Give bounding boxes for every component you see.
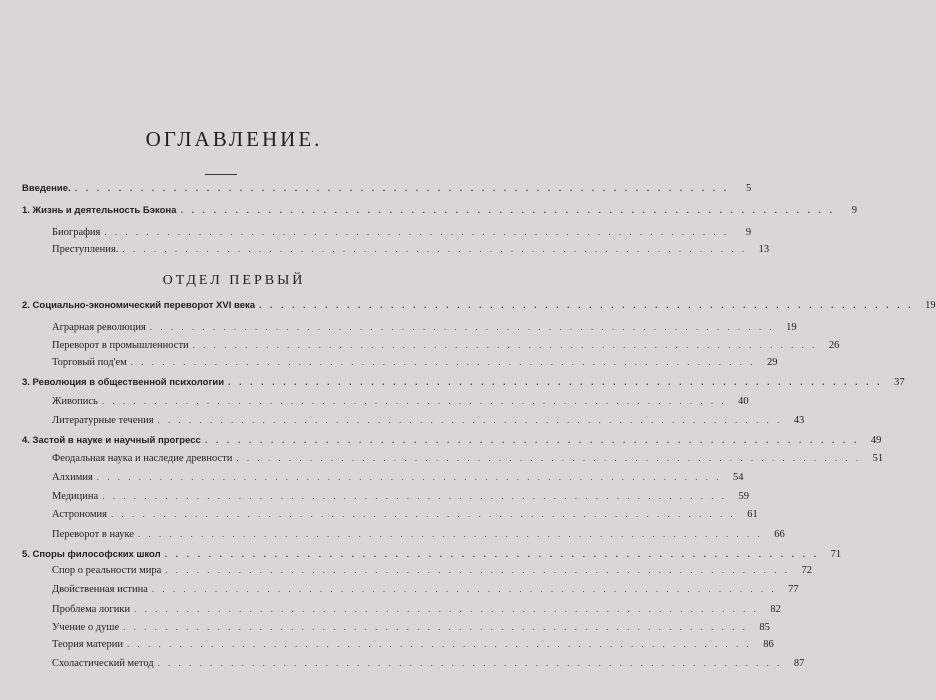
toc-section-row	[52, 453, 884, 469]
dot-leader: . . . . . . . . . . . . . . . . . . . . . . . . . . . . . . . . . . . . . . . . . . . . . . . . . . . . . . . . . . . .	[96, 472, 722, 482]
toc-page-number: 40	[738, 396, 749, 407]
toc-entry-label: Живопись	[52, 396, 98, 407]
toc-page-number: 43	[793, 415, 805, 426]
toc-entry-label: Феодальная наука и наследие древности	[52, 453, 233, 464]
toc-chapter-row	[22, 183, 752, 199]
dot-leader: . . . . . . . . . . . . . . . . . . . . . . . . . . . . . . . . . . . . . . . . . . . . . . . . . . . . . . . . . . . .	[137, 529, 763, 539]
dot-leader: . . . . . . . . . . . . . . . . . . . . . . . . . . . . . . . . . . . . . . . . . . . . . . . . . . . . . . . . . . . .	[228, 377, 883, 387]
dot-leader: . . . . . . . . . . . . . . . . . . . . . . . . . . . . . . . . . . . . . . . . . . . . . . . . . . . . . . . . . . . .	[104, 227, 730, 237]
dot-leader: . . . . . . . . . . . . . . . . . . . . . . . . . . . . . . . . . . . . . . . . . . . . . . . . . . . . . . . . . . . .	[157, 415, 783, 425]
toc-entry-label: Переворот в науке	[52, 529, 134, 540]
toc-entry-label: Преступления.	[52, 244, 119, 255]
toc-entry-label: Переворот в промышленности	[52, 340, 189, 351]
dot-leader: . . . . . . . . . . . . . . . . . . . . . . . . . . . . . . . . . . . . . . . . . . . . . . . . . . . . . . . . . . . .	[192, 340, 818, 350]
toc-section-row	[52, 622, 770, 638]
toc-section-row	[52, 472, 744, 488]
toc-page-number: 61	[747, 509, 758, 520]
toc-entry-label: 1. Жизнь и деятельность Бэкона	[22, 205, 177, 216]
toc-page-number: 9	[745, 227, 752, 238]
toc-page-number: 66	[774, 529, 785, 540]
toc-chapter-row	[22, 435, 882, 451]
toc-entry-label: Алхимия	[52, 472, 93, 483]
toc-page-number: 49	[870, 435, 882, 446]
toc-page-number: 72	[801, 565, 812, 576]
toc-entry-label: Спор о реальности мира	[52, 565, 162, 576]
toc-section-row	[52, 357, 778, 373]
toc-section-row	[52, 529, 785, 545]
dot-leader: . . . . . . . . . . . . . . . . . . . . . . . . . . . . . . . . . . . . . . . . . . . . . . . . . . . . . . . . . . . .	[122, 244, 748, 254]
dot-leader: . . . . . . . . . . . . . . . . . . . . . . . . . . . . . . . . . . . . . . . . . . . . . . . . . . . . . . . . . . . .	[74, 183, 730, 193]
toc-chapter-row	[22, 377, 905, 393]
dot-leader: . . . . . . . . . . . . . . . . . . . . . . . . . . . . . . . . . . . . . . . . . . . . . . . . . . . . . . . . . . . .	[101, 396, 727, 406]
dot-leader: . . . . . . . . . . . . . . . . . . . . . . . . . . . . . . . . . . . . . . . . . . . . . . . . . . . . . . . . . . . .	[151, 584, 777, 594]
dot-leader: . . . . . . . . . . . . . . . . . . . . . . . . . . . . . . . . . . . . . . . . . . . . . . . . . . . . . . . . . . . .	[236, 453, 862, 463]
toc-section-row	[52, 491, 749, 507]
dot-leader: . . . . . . . . . . . . . . . . . . . . . . . . . . . . . . . . . . . . . . . . . . . . . . . . . . . . . . . . . . . .	[126, 639, 752, 649]
dot-leader: . . . . . . . . . . . . . . . . . . . . . . . . . . . . . . . . . . . . . . . . . . . . . . . . . . . . . . . . . . . .	[123, 622, 748, 632]
section-title: ОТДЕЛ ПЕРВЫЙ	[162, 273, 306, 288]
toc-entry-label: Двойственная истина	[52, 584, 148, 595]
toc-page-number: 71	[830, 549, 842, 560]
toc-section-row	[52, 244, 770, 260]
dot-leader: . . . . . . . . . . . . . . . . . . . . . . . . . . . . . . . . . . . . . . . . . . . . . . . . . . . . . . . . . . . .	[259, 300, 914, 310]
dot-leader: . . . . . . . . . . . . . . . . . . . . . . . . . . . . . . . . . . . . . . . . . . . . . . . . . . . . . . . . . . . .	[204, 435, 860, 445]
dot-leader: . . . . . . . . . . . . . . . . . . . . . . . . . . . . . . . . . . . . . . . . . . . . . . . . . . . . . . . . . . . .	[164, 549, 820, 559]
dot-leader: . . . . . . . . . . . . . . . . . . . . . . . . . . . . . . . . . . . . . . . . . . . . . . . . . . . . . . . . . . . .	[102, 491, 727, 501]
toc-section-row	[52, 227, 752, 243]
toc-section-row	[52, 509, 758, 525]
toc-entry-label: 4. Застой в науке и научный прогресс	[22, 435, 201, 446]
dot-leader: . . . . . . . . . . . . . . . . . . . . . . . . . . . . . . . . . . . . . . . . . . . . . . . . . . . . . . . . . . . .	[110, 509, 736, 519]
dot-leader: . . . . . . . . . . . . . . . . . . . . . . . . . . . . . . . . . . . . . . . . . . . . . . . . . . . . . . . . . . . .	[130, 357, 756, 367]
toc-entry-label: Медицина	[52, 491, 99, 502]
toc-chapter-row	[22, 205, 857, 221]
toc-page-number: 82	[770, 604, 781, 615]
toc-entry-label: Биография	[52, 227, 101, 238]
toc-page-number: 86	[763, 639, 774, 650]
toc-page-number: 87	[793, 658, 805, 669]
toc-entry-label: Литературные течения	[52, 415, 154, 426]
toc-page-number: 77	[788, 584, 799, 595]
toc-page-number: 19	[925, 300, 936, 311]
toc-entry-label: Аграрная революция	[52, 322, 146, 333]
toc-page-number: 5	[746, 183, 752, 194]
toc-entry-label: Учение о душе	[52, 622, 120, 633]
toc-section-row	[52, 584, 799, 600]
toc-page-number: 85	[759, 622, 770, 633]
title-divider	[205, 174, 237, 175]
toc-chapter-row	[22, 300, 936, 316]
toc-entry-label: 3. Революция в общественной психологии	[22, 377, 225, 388]
toc-entry-label: Введение.	[22, 183, 71, 194]
toc-page-number: 26	[828, 340, 840, 351]
toc-entry-label: Теория материи	[52, 639, 123, 650]
dot-leader: . . . . . . . . . . . . . . . . . . . . . . . . . . . . . . . . . . . . . . . . . . . . . . . . . . . . . . . . . . . .	[149, 322, 775, 332]
toc-section-row	[52, 658, 805, 674]
toc-section-row	[52, 322, 797, 338]
toc-entry-label: Астрономия	[52, 509, 107, 520]
toc-page-number: 19	[786, 322, 797, 333]
toc-page-number: 9	[851, 205, 857, 216]
toc-section-row	[52, 340, 840, 356]
dot-leader: . . . . . . . . . . . . . . . . . . . . . . . . . . . . . . . . . . . . . . . . . . . . . . . . . . . . . . . . . . . .	[134, 604, 759, 614]
toc-page-number: 37	[894, 377, 905, 388]
toc-section-row	[52, 604, 781, 620]
toc-section-row	[52, 565, 812, 581]
toc-entry-label: 5. Споры философских школ	[22, 549, 161, 560]
toc-page-number: 54	[733, 472, 744, 483]
page-title: ОГЛАВЛЕНИЕ.	[145, 127, 323, 151]
toc-page-number: 59	[738, 491, 749, 502]
toc-entry-label: 2. Социально-экономический переворот XVI века	[22, 300, 256, 311]
toc-page-number: 29	[767, 357, 778, 368]
toc-entry-label: Проблема логики	[52, 604, 131, 615]
toc-page-number: 51	[872, 453, 884, 464]
toc-section-row	[52, 639, 774, 655]
toc-entry-label: Торговый под'ем	[52, 357, 127, 368]
toc-section-row	[52, 396, 749, 412]
toc-entry-label: Схоластический метод	[52, 658, 154, 669]
toc-chapter-row	[22, 549, 842, 565]
toc-page-number: 13	[758, 244, 770, 255]
dot-leader: . . . . . . . . . . . . . . . . . . . . . . . . . . . . . . . . . . . . . . . . . . . . . . . . . . . . . . . . . . . .	[180, 205, 835, 215]
toc-section-row	[52, 415, 805, 431]
dot-leader: . . . . . . . . . . . . . . . . . . . . . . . . . . . . . . . . . . . . . . . . . . . . . . . . . . . . . . . . . . . .	[157, 658, 783, 668]
dot-leader: . . . . . . . . . . . . . . . . . . . . . . . . . . . . . . . . . . . . . . . . . . . . . . . . . . . . . . . . . . . .	[165, 565, 790, 575]
